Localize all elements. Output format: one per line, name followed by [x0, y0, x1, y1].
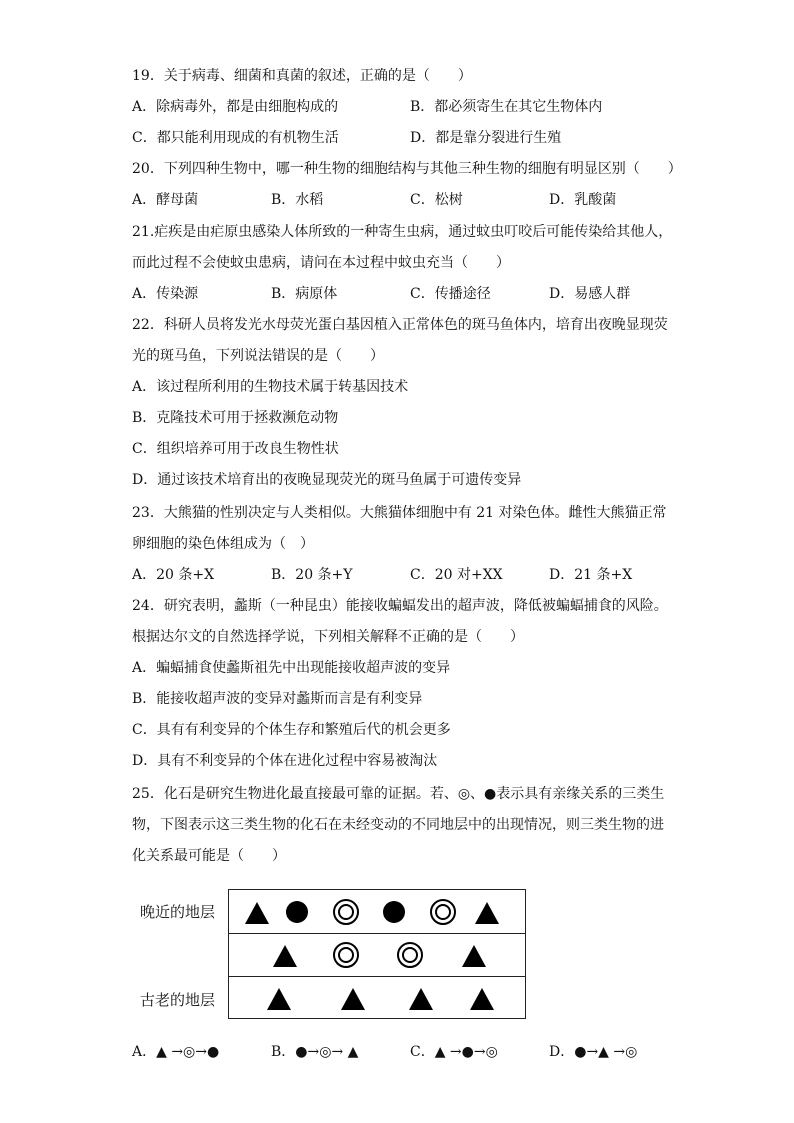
triangle-fossil-icon [245, 902, 269, 924]
q23-option-a: A．20 条+X [132, 567, 215, 583]
q20-option-b: B．水稻 [271, 192, 324, 208]
q23-option-d: D．21 条+X [549, 567, 633, 583]
q23-option-b: B．20 条+Y [271, 567, 353, 583]
triangle-fossil-icon [341, 988, 365, 1010]
q19-option-b: B．都必须寄生在其它生物体内 [410, 99, 603, 115]
q21-option-a: A．传染源 [132, 286, 199, 302]
strata-divider [229, 933, 525, 934]
q25-option-d: D．●→▲ →◎ [549, 1044, 638, 1060]
q25-option-c: C．▲ →●→◎ [410, 1044, 498, 1060]
q19-stem: 19．关于病毒、细菌和真菌的叙述，正确的是（ ） [132, 68, 472, 84]
q20-option-a: A．酵母菌 [132, 192, 199, 208]
q20-option-c: C．松树 [410, 192, 463, 208]
q22-option-d: D．通过该技术培育出的夜晚显现荧光的斑马鱼属于可遗传变异 [132, 472, 522, 488]
q24-option-b: B．能接收超声波的变异对蠡斯而言是有利变异 [132, 691, 423, 707]
q22-stem-line2: 光的斑马鱼，下列说法错误的是（ ） [132, 348, 384, 364]
triangle-fossil-icon [267, 988, 291, 1010]
q22-option-b: B．克隆技术可用于拯救濒危动物 [132, 410, 339, 426]
q21-option-b: B．病原体 [271, 286, 338, 302]
q24-stem-line1: 24．研究表明，蠡斯（一种昆虫）能接收蝙蝠发出的超声波，降低被蝙蝠捕食的风险。 [132, 598, 668, 614]
q21-option-c: C．传播途径 [410, 286, 491, 302]
q25-option-a: A．▲ →◎→● [132, 1044, 220, 1060]
q20-option-d: D．乳酸菌 [549, 192, 617, 208]
q19-option-a: A．除病毒外，都是由细胞构成的 [132, 99, 339, 115]
double-ring-fossil-icon [333, 942, 359, 968]
q22-option-a: A．该过程所利用的生物技术属于转基因技术 [132, 379, 409, 395]
triangle-fossil-icon [462, 945, 486, 967]
q21-stem-line2: 而此过程不会使蚊虫患病，请问在本过程中蚊虫充当（ ） [132, 255, 510, 271]
q25-option-b: B．●→◎→ ▲ [271, 1044, 359, 1060]
triangle-fossil-icon [475, 902, 499, 924]
q21-option-d: D．易感人群 [549, 286, 631, 302]
triangle-fossil-icon [273, 945, 297, 967]
q24-stem-line2: 根据达尔文的自然选择学说，下列相关解释不正确的是（ ） [132, 629, 524, 645]
q22-stem-line1: 22．科研人员将发光水母荧光蛋白基因植入正常体色的斑马鱼体内，培育出夜晚显现荧 [132, 317, 668, 333]
strata-divider [229, 976, 525, 977]
triangle-fossil-icon [470, 988, 494, 1010]
q23-option-c: C．20 对+XX [410, 567, 503, 583]
q21-stem-line1: 21.疟疾是由疟原虫感染人体所致的一种寄生虫病，通过蚊虫叮咬后可能传染给其他人， [132, 224, 673, 240]
q19-option-c: C．都只能利用现成的有机物生活 [132, 130, 339, 146]
q22-option-c: C．组织培养可用于改良生物性状 [132, 441, 339, 457]
double-ring-fossil-icon [397, 942, 423, 968]
double-ring-fossil-icon [333, 899, 359, 925]
q25-stem-line2: 物，下图表示这三类生物的化石在未经变动的不同地层中的出现情况，则三类生物的进 [132, 817, 664, 833]
dot-fossil-icon [286, 901, 308, 923]
q20-stem: 20．下列四种生物中，哪一种生物的细胞结构与其他三种生物的细胞有明显区别（ ） [132, 161, 682, 177]
q24-option-c: C．具有有利变异的个体生存和繁殖后代的机会更多 [132, 722, 451, 738]
q23-stem-line2: 卵细胞的染色体组成为（ ） [132, 536, 314, 552]
label-recent-strata: 晚近的地层 [140, 903, 216, 921]
triangle-fossil-icon [409, 988, 433, 1010]
q19-option-d: D．都是靠分裂进行生殖 [410, 130, 562, 146]
q24-option-a: A．蝙蝠捕食使蠡斯祖先中出现能接收超声波的变异 [132, 660, 451, 676]
double-ring-fossil-icon [430, 899, 456, 925]
dot-fossil-icon [383, 901, 405, 923]
label-ancient-strata: 古老的地层 [140, 991, 216, 1009]
q25-stem-line3: 化关系最可能是（ ） [132, 848, 286, 864]
fossil-strata-figure [228, 889, 526, 1019]
q23-stem-line1: 23．大熊猫的性别决定与人类相似。大熊猫体细胞中有 21 对染色体。雌性大熊猫正常 [132, 505, 667, 521]
q24-option-d: D．具有不利变异的个体在进化过程中容易被淘汰 [132, 753, 438, 769]
q25-stem-line1: 25．化石是研究生物进化最直接最可靠的证据。若、◎、●表示具有亲缘关系的三类生 [132, 786, 665, 802]
